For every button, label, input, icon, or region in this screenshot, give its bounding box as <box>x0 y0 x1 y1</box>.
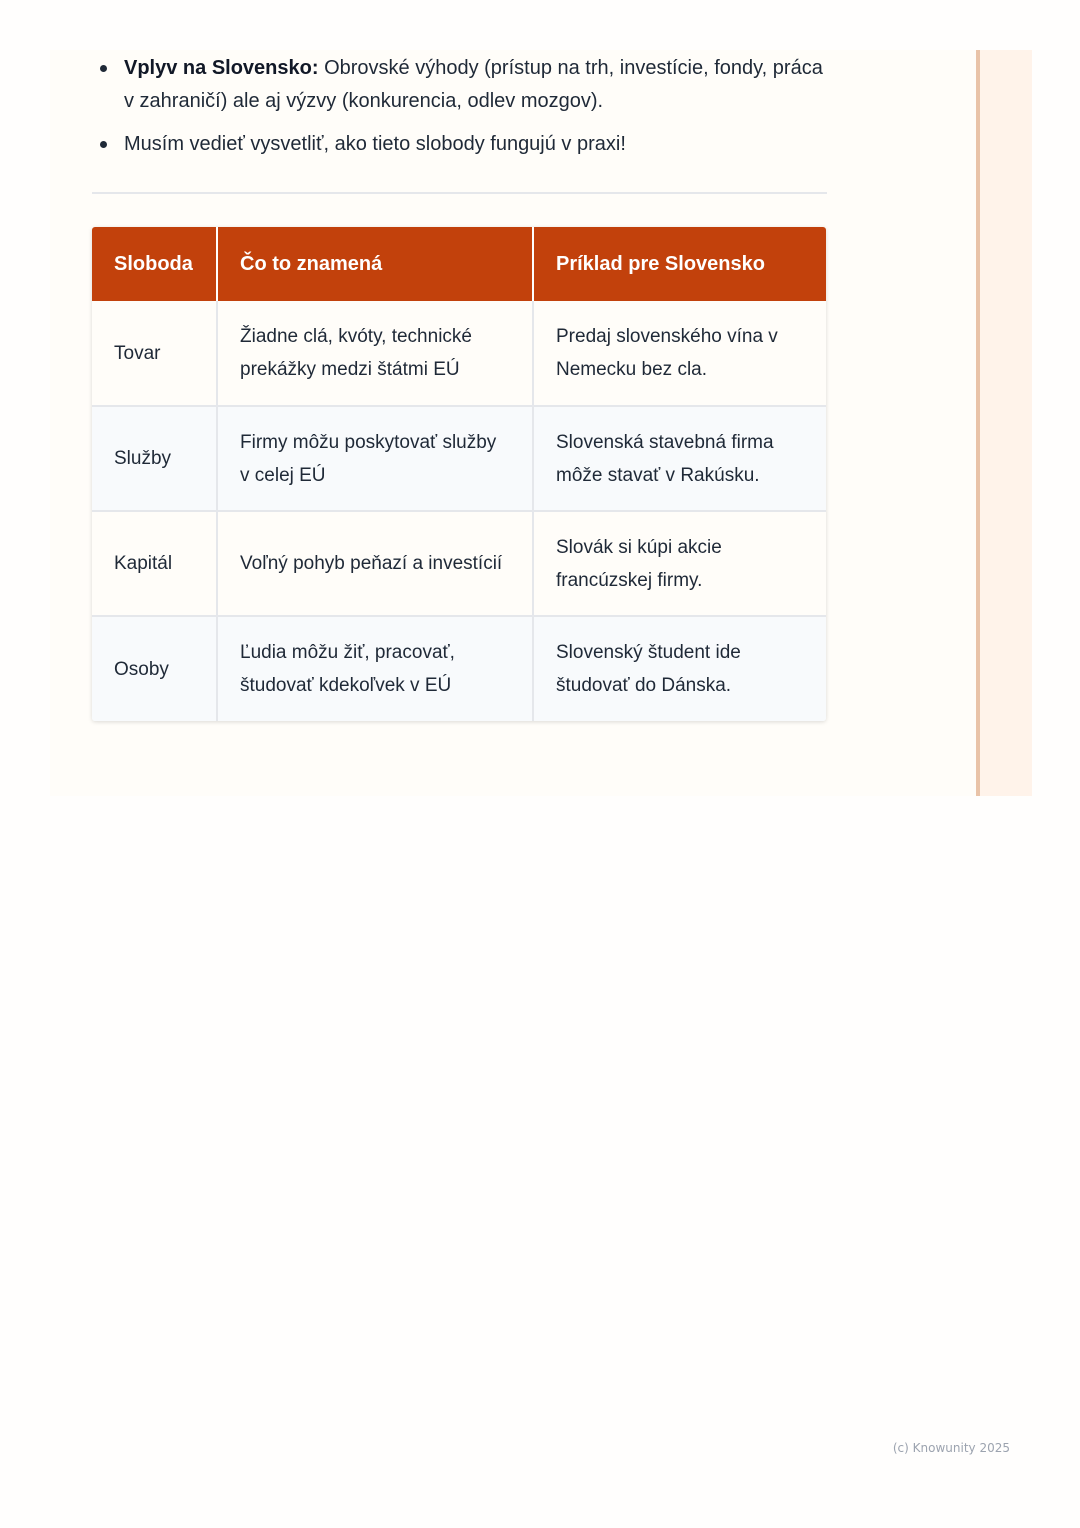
freedoms-table <box>92 227 826 721</box>
table-cell: Ľudia môžu žiť, pracovať, študovať kdekoľvek v EÚ <box>217 616 533 721</box>
table-cell: Voľný pohyb peňazí a investícií <box>217 511 533 616</box>
table-cell: Predaj slovenského vína v Nemecku bez cla. <box>533 301 826 406</box>
bullet-list <box>124 52 824 171</box>
header-sloboda: Sloboda <box>92 227 217 301</box>
bullet-text: Musím vedieť vysvetliť, ako tieto slobody fungujú v praxi! <box>124 133 626 155</box>
table-header-row <box>92 227 826 301</box>
bullet-item-explain <box>124 128 824 161</box>
bullet-item-impact <box>124 52 824 118</box>
section-divider <box>92 192 827 194</box>
header-meaning: Čo to znamená <box>217 227 533 301</box>
table-row <box>92 406 826 511</box>
table-cell: Firmy môžu poskytovať služby v celej EÚ <box>217 406 533 511</box>
table-row <box>92 511 826 616</box>
bullet-dot-icon <box>100 141 107 148</box>
table-cell: Tovar <box>92 301 217 406</box>
table-cell: Služby <box>92 406 217 511</box>
table-cell: Kapitál <box>92 511 217 616</box>
table-cell: Slovák si kúpi akcie francúzskej firmy. <box>533 511 826 616</box>
bullet-bold-label: Vplyv na Slovensko: <box>124 57 319 79</box>
header-example: Príklad pre Slovensko <box>533 227 826 301</box>
table-cell: Slovenský študent ide študovať do Dánska. <box>533 616 826 721</box>
bullet-dot-icon <box>100 65 107 72</box>
copyright-footer: (c) Knowunity 2025 <box>892 1441 1010 1455</box>
side-accent-bar <box>976 50 1032 796</box>
table-cell: Žiadne clá, kvóty, technické prekážky medzi štátmi EÚ <box>217 301 533 406</box>
table-row <box>92 301 826 406</box>
bullet-text: Obrovské výhody (prístup na trh, investície, fondy, práca v zahraničí) ale aj výzvy (konkurencia, odlev mozgov). <box>124 57 823 112</box>
table-cell: Slovenská stavebná firma môže stavať v Rakúsku. <box>533 406 826 511</box>
table-cell: Osoby <box>92 616 217 721</box>
table-row <box>92 616 826 721</box>
